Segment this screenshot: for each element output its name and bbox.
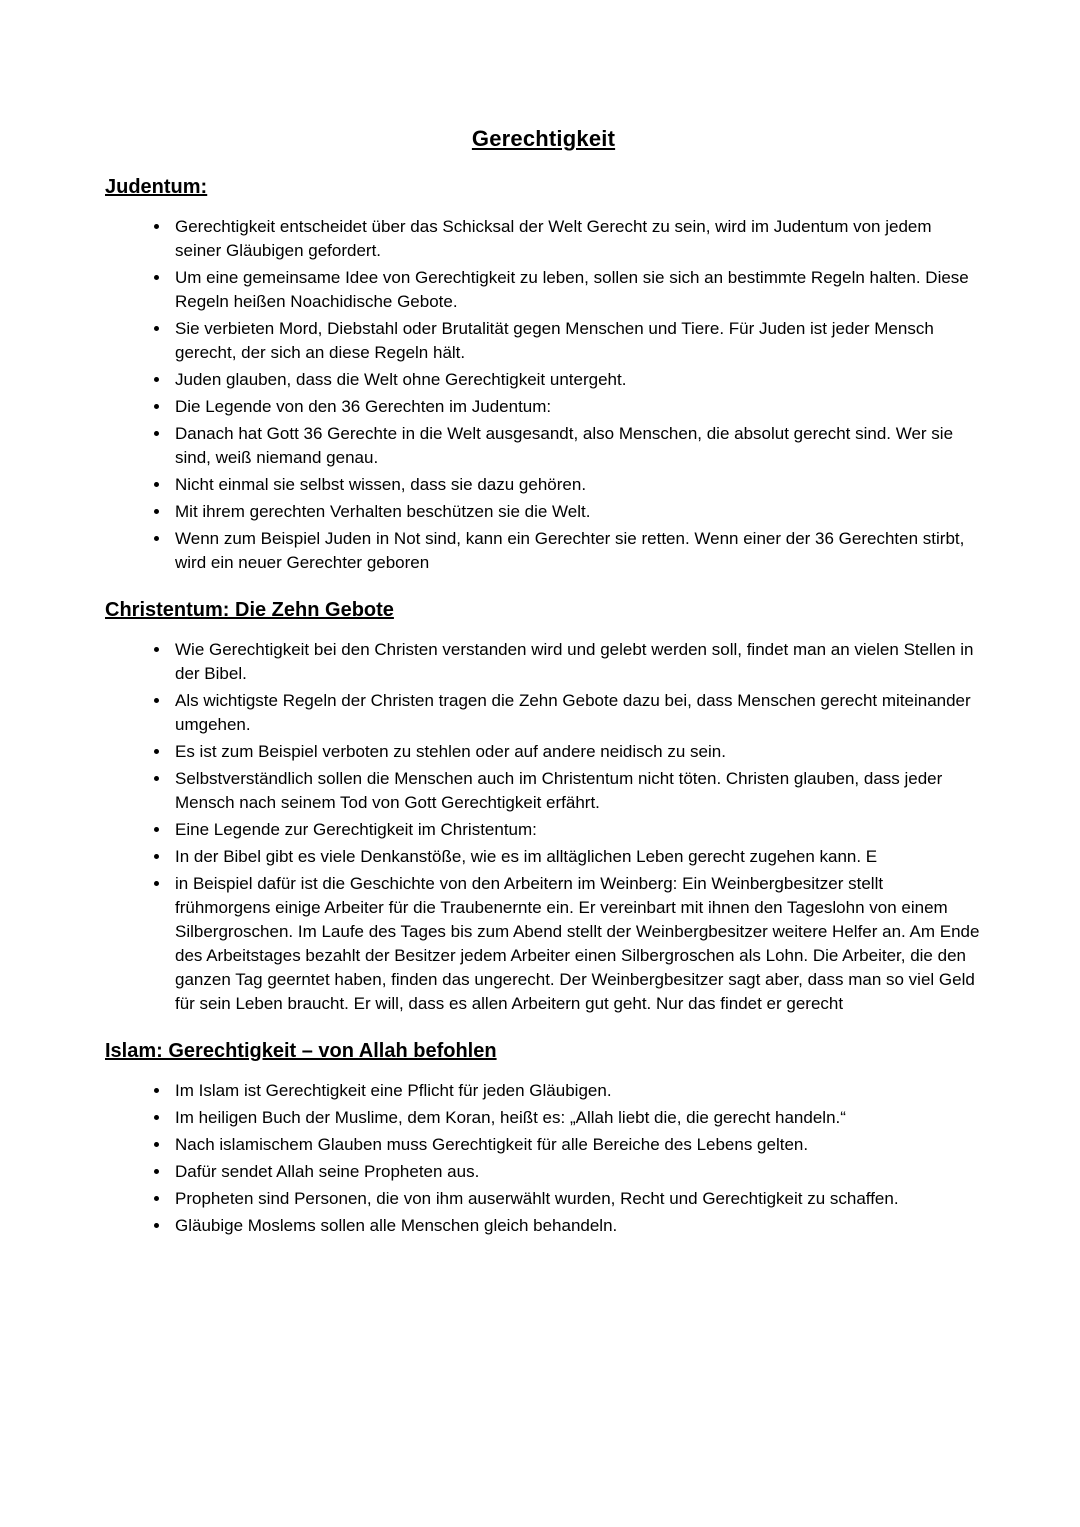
bullet-item: • Als wichtigste Regeln der Christen tragen die Zehn Gebote dazu bei, dass Menschen gerecht miteinander umgehen. bbox=[171, 689, 982, 737]
bullet-item: • in Beispiel dafür ist die Geschichte von den Arbeitern im Weinberg: Ein Weinbergbesitzer stellt frühmorgens einige Arbeiter für die Traubenernte ein. Er vereinbart mit ihnen den Tageslohn von einem Silbergroschen. Im Laufe des Tages bis zum Abend stellt der Weinbergbesitzer weitere Helfer an. Am Ende des Arbeitstages bezahlt der Besitzer jedem Arbeiter einen Silbergroschen als Lohn. Die Arbeiter, die den ganzen Tag geerntet haben, finden das ungerecht. Der Weinbergbesitzer sagt aber, dass man so viel Geld für sein Leben braucht. Er will, dass es allen Arbeitern gut geht. Nur das findet er gerecht bbox=[171, 872, 982, 1016]
bullet-item: • Die Legende von den 36 Gerechten im Judentum: bbox=[171, 395, 982, 419]
bullet-item: • Wenn zum Beispiel Juden in Not sind, kann ein Gerechter sie retten. Wenn einer der 36 Gerechten stirbt, wird ein neuer Gerechter geboren bbox=[171, 527, 982, 575]
bullet-list-judentum bbox=[105, 215, 982, 575]
bullet-item: • Nicht einmal sie selbst wissen, dass sie dazu gehören. bbox=[171, 473, 982, 497]
bullet-list-islam bbox=[105, 1079, 982, 1238]
section-islam bbox=[105, 1040, 982, 1238]
bullet-item: • Es ist zum Beispiel verboten zu stehlen oder auf andere neidisch zu sein. bbox=[171, 740, 982, 764]
section-heading-islam: Islam: Gerechtigkeit – von Allah befohlen bbox=[105, 1040, 497, 1062]
section-christentum bbox=[105, 599, 982, 1016]
bullet-item: • Dafür sendet Allah seine Propheten aus. bbox=[171, 1160, 982, 1184]
bullet-item: • Juden glauben, dass die Welt ohne Gerechtigkeit untergeht. bbox=[171, 368, 982, 392]
bullet-item: • In der Bibel gibt es viele Denkanstöße, wie es im alltäglichen Leben gerecht zugehen kann. E bbox=[171, 845, 982, 869]
section-heading-judentum: Judentum: bbox=[105, 176, 208, 198]
document-title: Gerechtigkeit bbox=[471, 126, 616, 151]
bullet-item: • Im Islam ist Gerechtigkeit eine Pflicht für jeden Gläubigen. bbox=[171, 1079, 982, 1103]
bullet-item: • Propheten sind Personen, die von ihm auserwählt wurden, Recht und Gerechtigkeit zu schaffen. bbox=[171, 1187, 982, 1211]
bullet-item: • Danach hat Gott 36 Gerechte in die Welt ausgesandt, also Menschen, die absolut gerecht sind. Wer sie sind, weiß niemand genau. bbox=[171, 422, 982, 470]
bullet-item: • Nach islamischem Glauben muss Gerechtigkeit für alle Bereiche des Lebens gelten. bbox=[171, 1133, 982, 1157]
bullet-item: • Wie Gerechtigkeit bei den Christen verstanden wird und gelebt werden soll, findet man an vielen Stellen in der Bibel. bbox=[171, 638, 982, 686]
bullet-item: • Um eine gemeinsame Idee von Gerechtigkeit zu leben, sollen sie sich an bestimmte Regeln halten. Diese Regeln heißen Noachidische Gebote. bbox=[171, 266, 982, 314]
bullet-item: • Im heiligen Buch der Muslime, dem Koran, heißt es: „Allah liebt die, die gerecht handeln.“ bbox=[171, 1106, 982, 1130]
section-heading-christentum: Christentum: Die Zehn Gebote bbox=[105, 599, 394, 621]
bullet-item: • Eine Legende zur Gerechtigkeit im Christentum: bbox=[171, 818, 982, 842]
section-judentum bbox=[105, 176, 982, 575]
bullet-item: • Gläubige Moslems sollen alle Menschen gleich behandeln. bbox=[171, 1214, 982, 1238]
bullet-list-christentum bbox=[105, 638, 982, 1016]
bullet-item: • Selbstverständlich sollen die Menschen auch im Christentum nicht töten. Christen glauben, dass jeder Mensch nach seinem Tod von Gott Gerechtigkeit erfährt. bbox=[171, 767, 982, 815]
bullet-item: • Sie verbieten Mord, Diebstahl oder Brutalität gegen Menschen und Tiere. Für Juden ist jeder Mensch gerecht, der sich an diese Regeln hält. bbox=[171, 317, 982, 365]
bullet-item: • Mit ihrem gerechten Verhalten beschützen sie die Welt. bbox=[171, 500, 982, 524]
bullet-item: • Gerechtigkeit entscheidet über das Schicksal der Welt Gerecht zu sein, wird im Judentum von jedem seiner Gläubigen gefordert. bbox=[171, 215, 982, 263]
